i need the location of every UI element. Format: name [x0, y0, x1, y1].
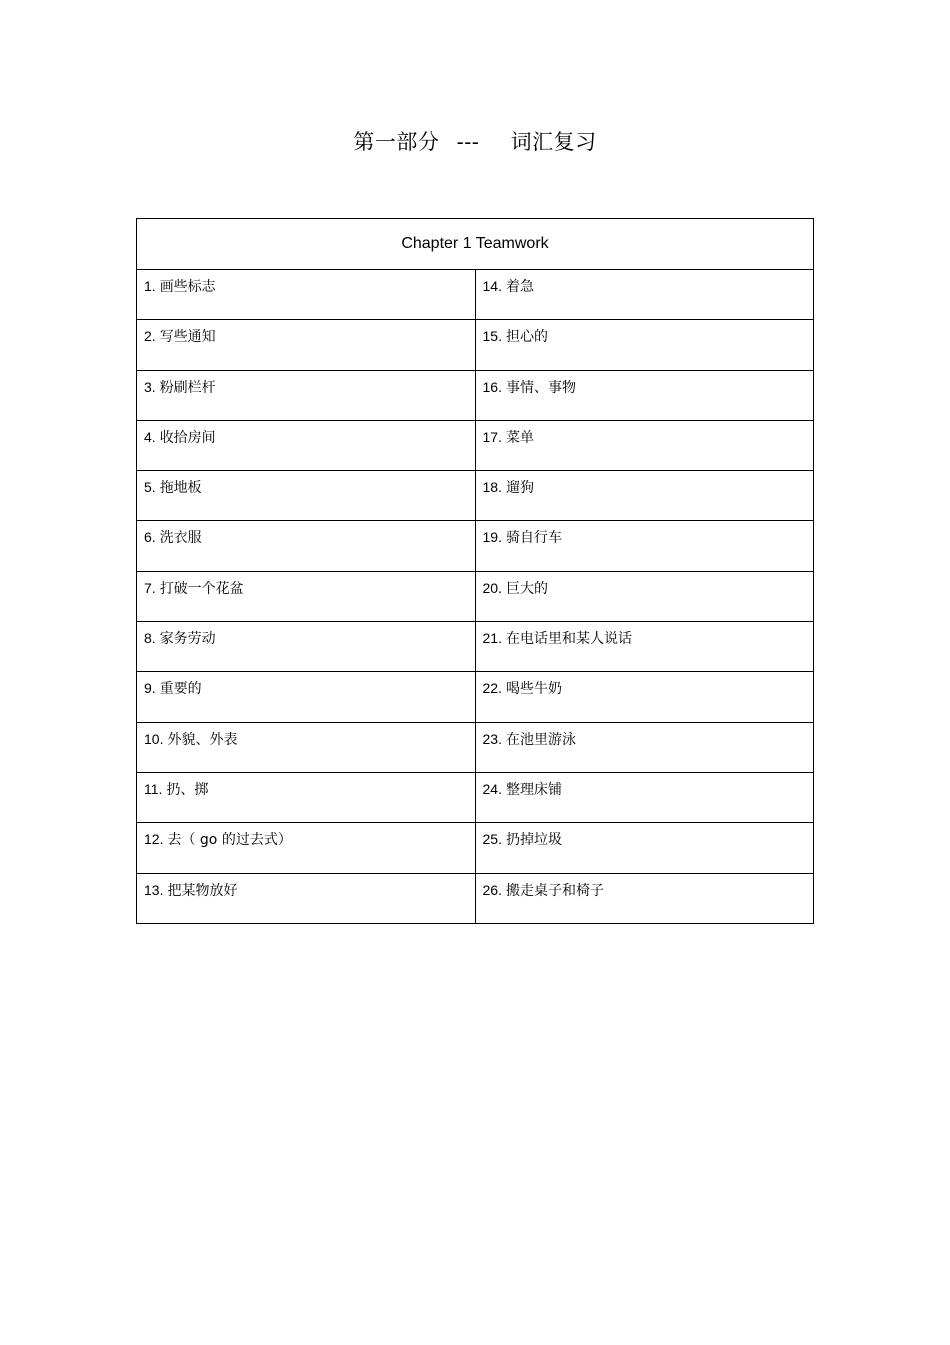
vocab-cell-right	[475, 270, 814, 320]
item-number: 7.	[144, 579, 156, 596]
item-text: 画些标志	[159, 279, 216, 295]
item-number: 10.	[144, 730, 164, 747]
item-text: 菜单	[505, 429, 534, 446]
item-number: 1.	[144, 278, 156, 294]
item-text: 粉刷栏杆	[159, 379, 216, 396]
item-number: 8.	[144, 630, 156, 647]
item-text: 在电话里和某人说话	[505, 631, 632, 648]
vocab-cell-left	[137, 370, 476, 420]
item-text: 扔、掷	[166, 781, 209, 798]
vocab-cell-left	[137, 471, 476, 521]
title-part: 第一部分	[353, 130, 440, 154]
item-number: 6.	[144, 529, 156, 546]
item-text: 巨大的	[505, 580, 548, 597]
item-text: 洗衣服	[159, 530, 202, 547]
item-text: 骑自行车	[505, 530, 562, 547]
item-text: 写些通知	[159, 329, 216, 346]
vocab-cell-right	[475, 672, 814, 722]
item-text: 把某物放好	[167, 882, 238, 899]
item-number: 17.	[482, 428, 502, 445]
item-number: 9.	[144, 680, 156, 697]
vocab-cell-right	[475, 772, 814, 822]
item-number: 21.	[482, 630, 502, 647]
item-number: 11.	[144, 780, 163, 797]
vocab-cell-left	[137, 420, 476, 470]
item-text: 担心的	[505, 329, 548, 346]
table-row	[137, 571, 814, 621]
vocab-cell-right	[475, 622, 814, 672]
table-row	[137, 320, 814, 370]
item-number: 13.	[144, 881, 164, 898]
item-number: 20.	[482, 579, 502, 596]
item-number: 25.	[482, 831, 502, 848]
item-text: 事情、事物	[505, 379, 576, 396]
vocab-cell-left	[137, 873, 476, 923]
item-text: 收拾房间	[159, 429, 216, 446]
item-text: 打破一个花盆	[159, 580, 244, 597]
vocab-cell-right	[475, 370, 814, 420]
item-number: 23.	[482, 730, 502, 747]
item-text: 遛狗	[505, 480, 534, 497]
item-text: 喝些牛奶	[505, 681, 562, 698]
item-number: 18.	[482, 479, 502, 496]
item-number: 14.	[482, 278, 502, 294]
table-row	[137, 772, 814, 822]
title-separator: ---	[456, 130, 480, 154]
title-subject: 词汇复习	[510, 130, 597, 154]
vocab-cell-right	[475, 521, 814, 571]
item-text: 着急	[505, 279, 534, 295]
vocab-cell-right	[475, 320, 814, 370]
vocab-cell-left	[137, 772, 476, 822]
table-row	[137, 270, 814, 320]
item-text: 拖地板	[159, 480, 202, 497]
item-text: 扔掉垃圾	[505, 832, 562, 849]
table-row	[137, 521, 814, 571]
vocab-cell-right	[475, 420, 814, 470]
table-row	[137, 622, 814, 672]
table-row	[137, 672, 814, 722]
vocab-cell-left	[137, 571, 476, 621]
vocab-cell-right	[475, 873, 814, 923]
item-number: 19.	[482, 529, 502, 546]
table-row	[137, 370, 814, 420]
vocab-cell-right	[475, 471, 814, 521]
item-number: 2.	[144, 328, 156, 345]
item-text: 重要的	[159, 681, 202, 698]
item-number: 4.	[144, 428, 156, 445]
page-title	[0, 126, 950, 156]
item-text: 外貌、外表	[167, 731, 238, 748]
table-row	[137, 420, 814, 470]
item-number: 3.	[144, 378, 156, 395]
item-number: 22.	[482, 680, 502, 697]
item-text: 去（ go 的过去式）	[167, 832, 292, 849]
item-number: 15.	[482, 328, 502, 345]
item-number: 5.	[144, 479, 156, 496]
vocab-cell-left	[137, 521, 476, 571]
table-row	[137, 722, 814, 772]
vocab-cell-left	[137, 622, 476, 672]
vocab-cell-left	[137, 672, 476, 722]
vocabulary-table	[136, 218, 814, 924]
vocab-cell-right	[475, 823, 814, 873]
item-number: 16.	[482, 378, 502, 395]
table-row	[137, 823, 814, 873]
item-number: 12.	[144, 831, 164, 848]
item-text: 整理床铺	[505, 781, 562, 798]
vocabulary-rows	[137, 270, 814, 924]
table-row	[137, 471, 814, 521]
item-text: 在池里游泳	[505, 731, 576, 748]
item-number: 24.	[482, 780, 502, 797]
item-text: 家务劳动	[159, 631, 216, 648]
item-number: 26.	[482, 881, 502, 898]
vocab-cell-left	[137, 270, 476, 320]
vocab-cell-right	[475, 722, 814, 772]
vocab-cell-right	[475, 571, 814, 621]
vocab-cell-left	[137, 823, 476, 873]
chapter-heading: Chapter 1 Teamwork	[137, 219, 814, 270]
vocab-cell-left	[137, 320, 476, 370]
table-row	[137, 873, 814, 923]
item-text: 搬走桌子和椅子	[505, 882, 604, 899]
vocab-cell-left	[137, 722, 476, 772]
